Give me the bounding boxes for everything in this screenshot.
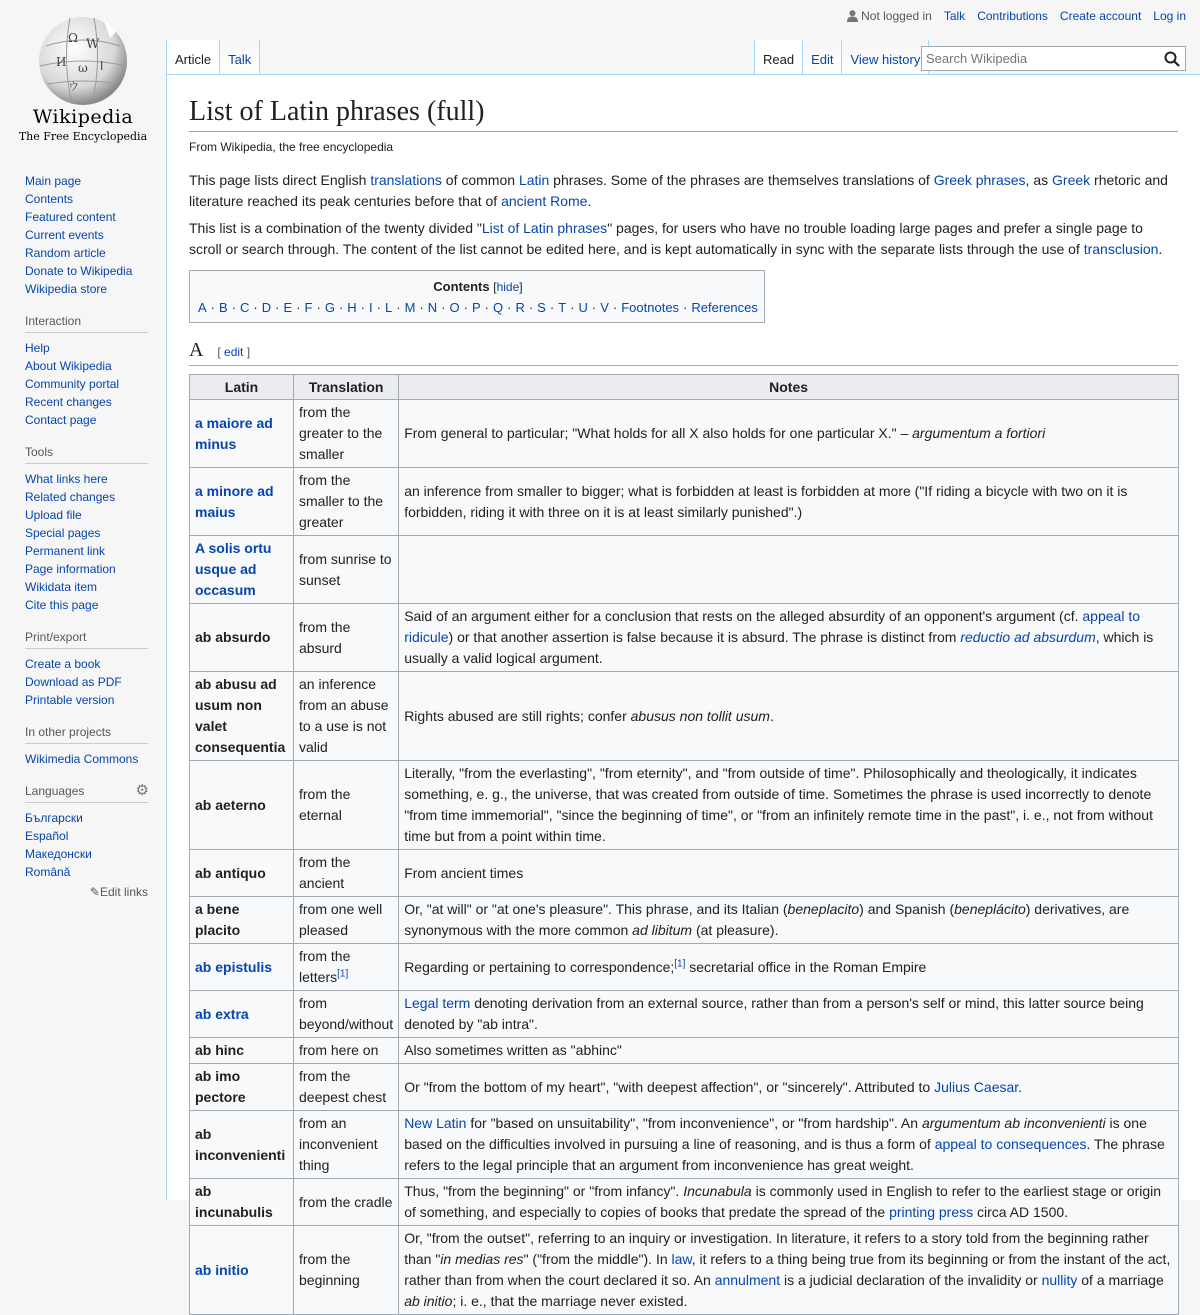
cell-notes: Rights abused are still rights; confer abusus non tollit usum.: [399, 672, 1179, 761]
section-edit-link[interactable]: edit: [224, 345, 244, 359]
toc-separator: ·: [528, 300, 534, 315]
toc-item[interactable]: V: [600, 300, 609, 315]
svg-text:W: W: [86, 37, 100, 52]
cell-latin: [190, 761, 294, 850]
sidebar-interaction-item: [25, 357, 148, 375]
toc-item[interactable]: A: [198, 300, 207, 315]
sidebar-print-item: [25, 655, 148, 673]
toc-heading: Contents: [433, 279, 490, 294]
sidebar-tools-link[interactable]: Upload file: [25, 508, 82, 522]
sidebar-language-item: [25, 827, 148, 845]
toc-separator: ·: [683, 300, 688, 315]
toc-item[interactable]: U: [578, 300, 588, 315]
cell-translation: [294, 536, 399, 604]
notes-italic: abusus non tollit usum: [630, 707, 770, 724]
create-account-link[interactable]: Create account: [1059, 9, 1142, 23]
sidebar-tools-item: [25, 542, 148, 560]
table-row: [190, 1111, 1179, 1179]
toc-item[interactable]: B: [219, 300, 228, 315]
sidebar-nav-link[interactable]: Main page: [25, 174, 82, 188]
tab-article-label: Article: [175, 52, 212, 67]
table-row: [190, 672, 1179, 761]
table-header-row: [190, 375, 1179, 400]
tab-talk[interactable]: [220, 40, 260, 74]
latin-text: ab imo pectore: [195, 1068, 246, 1105]
svg-text:ا: ا: [100, 59, 104, 73]
cell-translation: [294, 991, 399, 1038]
translation-text: from an inconvenient thing: [299, 1115, 378, 1173]
sidebar-print-link[interactable]: Download as PDF: [25, 675, 122, 689]
toc-separator: ·: [376, 300, 381, 315]
sidebar-nav-link[interactable]: Random article: [25, 246, 106, 260]
svg-text:ω: ω: [78, 61, 88, 75]
notes-link-italic: reductio ad absurdum: [960, 629, 1096, 645]
toc-item[interactable]: References: [691, 300, 758, 315]
column-header-translation[interactable]: Translation: [294, 375, 399, 400]
translation-text: from sunrise to sunset: [299, 550, 392, 588]
table-row: [190, 850, 1179, 897]
not-logged-in-label: Not logged in: [861, 9, 932, 23]
cell-notes: Or "from the bottom of my heart", "with deepest affection", or "sincerely". Attributed to Julius Caesar.: [399, 1064, 1179, 1111]
cell-latin: [190, 1179, 294, 1226]
translation-text: from here on: [299, 1042, 379, 1058]
sidebar-language-link[interactable]: Македонски: [25, 847, 92, 861]
sidebar-tools-link[interactable]: Permanent link: [25, 544, 106, 558]
cell-translation: [294, 761, 399, 850]
toc-item[interactable]: F: [304, 300, 313, 315]
sidebar-tools-item: [25, 470, 148, 488]
cell-notes: Literally, "from the everlasting", "from eternity", and "from outside of time". Philosophically and theologically, it indicates something, e. g., the universe, that was created from outside of time. Sometimes the phrase is used incorrectly to denote "from time immemorial", "since the beginning of time", or "from an infinitely remote time in the past", i. e., not from without time but from a point within time.: [399, 761, 1179, 850]
sidebar-heading-print: Print/export: [25, 630, 148, 649]
toc-item[interactable]: S: [537, 300, 546, 315]
tab-view-history[interactable]: [842, 40, 929, 74]
tab-edit-label: Edit: [811, 52, 834, 67]
cell-latin: [190, 1064, 294, 1111]
notes-link[interactable]: law: [671, 1251, 692, 1267]
notes-italic: argumentum a fortiori: [912, 425, 1046, 441]
translation-text: an inference from an abuse to a use is not valid: [299, 676, 389, 755]
sidebar-nav-item: [25, 244, 148, 262]
cell-translation: [294, 1111, 399, 1179]
not-logged-in: [847, 9, 932, 23]
intro-paragraph-1: This page lists direct English translations of common Latin phrases. Some of the phrases are themselves translations of Greek phrases, as Greek rhetoric and literature reached its peak centuries before that of ancient Rome.: [189, 172, 1168, 209]
cell-notes: an inference from smaller to bigger; what is forbidden at least is forbidden at more ("If riding a bicycle with two on it is forbidden, riding it with three on it is at least similarly punished".): [399, 468, 1179, 536]
cell-latin: [190, 850, 294, 897]
logo-wordmark: Wikipedia: [32, 106, 134, 128]
sidebar-tools-item: [25, 560, 148, 578]
user-icon: [847, 10, 858, 22]
sidebar-language-link[interactable]: Български: [25, 811, 83, 825]
notes-italic: ad libitum: [632, 922, 693, 938]
latin-phrases-table: [189, 374, 1179, 1315]
sidebar-tools-link[interactable]: Related changes: [25, 490, 116, 504]
sidebar-nav-link[interactable]: Wikipedia store: [25, 282, 108, 296]
sidebar-nav-item: [25, 280, 148, 298]
cell-latin: [190, 536, 294, 604]
inline-link[interactable]: Greek phrases: [933, 172, 1026, 188]
notes-italic: ab initio: [404, 1293, 453, 1309]
wikipedia-globe-icon: [34, 12, 132, 108]
sidebar-nav-item: [25, 172, 148, 190]
sidebar-tools-item: [25, 506, 148, 524]
sidebar-nav-item: [25, 208, 148, 226]
sidebar-interaction-link[interactable]: Help: [25, 341, 50, 355]
sidebar-tools-link[interactable]: Special pages: [25, 526, 101, 540]
tab-article[interactable]: [166, 40, 220, 74]
latin-link[interactable]: A solis ortu usque ad occasum: [195, 540, 272, 598]
sidebar-interaction-item: [25, 339, 148, 357]
sidebar-print-link[interactable]: Create a book: [25, 657, 101, 671]
toc-item[interactable]: N: [427, 300, 438, 315]
table-row: [190, 1179, 1179, 1226]
notes-italic: argumentum ab inconvenienti: [921, 1115, 1106, 1131]
sidebar-tools-item: [25, 488, 148, 506]
sidebar-nav-link[interactable]: Current events: [25, 228, 104, 242]
languages-label: Languages: [25, 784, 85, 798]
tab-edit[interactable]: [803, 40, 842, 74]
log-in-link[interactable]: Log in: [1153, 9, 1186, 23]
toc-item[interactable]: I: [369, 300, 373, 315]
toc-item[interactable]: T: [558, 300, 567, 315]
toc-item[interactable]: C: [240, 300, 250, 315]
tab-talk-label: Talk: [228, 52, 252, 67]
inline-link[interactable]: List of Latin phrases: [481, 220, 608, 236]
personal-tools: [847, 9, 1186, 23]
toc-separator: ·: [441, 300, 446, 315]
cell-notes: Thus, "from the beginning" or "from infancy". Incunabula is commonly used in English to refer to the earliest stage or origin of something, and especially to copies of books that predate the spread of the printing press circa AD 1500.: [399, 1179, 1179, 1226]
sidebar-tools-item: [25, 524, 148, 542]
sidebar-tools-link[interactable]: Cite this page: [25, 598, 99, 612]
table-row: [190, 991, 1179, 1038]
inline-link[interactable]: transclusion: [1083, 241, 1159, 257]
namespace-tabs: [166, 40, 260, 74]
site-subtitle: From Wikipedia, the free encyclopedia: [189, 140, 394, 154]
latin-text: ab abusu ad usum non valet consequentia: [195, 676, 286, 755]
sidebar-nav-link[interactable]: Featured content: [25, 210, 116, 224]
toc-item[interactable]: M: [404, 300, 416, 315]
translation-text: from the letters: [299, 948, 351, 985]
sidebar-projects-item: [25, 750, 148, 768]
sidebar-interaction-link[interactable]: Recent changes: [25, 395, 112, 409]
toc-separator: ·: [484, 300, 489, 315]
edit-links-label: Edit links: [99, 885, 148, 899]
toc-item[interactable]: Footnotes: [621, 300, 680, 315]
sidebar-projects-link[interactable]: Wikimedia Commons: [25, 752, 139, 766]
inline-link[interactable]: Latin: [518, 172, 550, 188]
table-row: [190, 1226, 1179, 1315]
cell-latin: [190, 672, 294, 761]
tab-read-label: Read: [763, 52, 795, 67]
sidebar-interaction-link[interactable]: Contact page: [25, 413, 97, 427]
toc-separator: ·: [316, 300, 321, 315]
notes-link[interactable]: appeal to ridicule: [404, 608, 1140, 645]
sidebar-nav-item: [25, 190, 148, 208]
svg-text:И: И: [56, 55, 67, 69]
toc-separator: ·: [570, 300, 575, 315]
cell-latin: [190, 1111, 294, 1179]
logo-tagline: The Free Encyclopedia: [18, 130, 148, 143]
notes-link[interactable]: [960, 629, 1095, 645]
latin-text: ab antiquo: [195, 864, 266, 881]
toc-separator: ·: [360, 300, 366, 315]
cell-latin: [190, 897, 294, 944]
sidebar-interaction-link[interactable]: About Wikipedia: [25, 359, 112, 373]
tab-read[interactable]: [754, 40, 803, 74]
svg-text:ウ: ウ: [68, 80, 79, 93]
table-row: [190, 604, 1179, 672]
gear-icon[interactable]: ⚙: [135, 782, 149, 799]
edit-links[interactable]: [25, 885, 148, 899]
cell-latin: [190, 1038, 294, 1064]
cell-translation: [294, 944, 399, 991]
sidebar-interaction: [25, 314, 148, 429]
inline-link[interactable]: Greek: [1052, 172, 1091, 188]
notes-italic: Incunabula: [683, 1183, 752, 1199]
sidebar-tools-item: [25, 578, 148, 596]
sidebar-print-item: [25, 673, 148, 691]
cell-translation: [294, 400, 399, 468]
sidebar-interaction-item: [25, 375, 148, 393]
latin-text: ab aeterno: [195, 796, 266, 813]
sidebar-tools-link[interactable]: Page information: [25, 562, 116, 576]
sidebar-language-item: [25, 809, 148, 827]
sidebar-language-item: [25, 863, 148, 881]
cell-notes: Said of an argument either for a conclusion that rests on the alleged absurdity of an opponent's argument (cf. appeal to ridicule) or that another assertion is false because it is absurd. The phrase is distinct from reductio ad absurdum, which is usually a valid logical argument.: [399, 604, 1179, 672]
cell-notes: Legal term denoting derivation from an external source, rather than from a person's self or mind, this latter source being denoted by "ab intra".: [399, 991, 1179, 1038]
sidebar-nav-link[interactable]: Contents: [25, 192, 74, 206]
latin-link[interactable]: ab extra: [195, 1005, 249, 1022]
toc-separator: ·: [231, 300, 237, 315]
section-title: A: [189, 339, 203, 361]
table-row: [190, 400, 1179, 468]
toc-separator: ·: [275, 300, 280, 315]
toc-separator: ·: [507, 300, 512, 315]
inline-link[interactable]: ancient Rome: [501, 193, 588, 209]
translation-text: from the greater to the smaller: [299, 404, 383, 462]
translation-text: from the eternal: [299, 786, 351, 823]
cell-notes: New Latin for "based on unsuitability", "from inconvenience", or "from hardship". An argumentum ab inconvenienti is one based on the difficulties involved in pursuing a line of reasoning, and is thus a form of appeal to consequences. The phrase refers to the legal principle that an argument from inconvenience has great weight.: [399, 1111, 1179, 1179]
latin-text: ab incunabulis: [195, 1183, 273, 1220]
notes-italic: in medias res: [440, 1251, 524, 1267]
latin-text: ab hinc: [195, 1042, 245, 1058]
cell-latin: [190, 400, 294, 468]
column-header-latin[interactable]: Latin: [190, 375, 294, 400]
sidebar-tools-item: [25, 596, 148, 614]
toc-separator: ·: [463, 300, 468, 315]
view-tabs: [754, 40, 929, 74]
search-input[interactable]: [922, 47, 1152, 69]
toc-item[interactable]: L: [384, 300, 393, 315]
cell-translation: [294, 1179, 399, 1226]
toc-separator: ·: [612, 300, 618, 315]
footnote-link[interactable]: [1]: [337, 968, 349, 980]
cell-notes: Or, "from the outset", referring to an inquiry or investigation. In literature, it refers to a story told from the beginning rather than "in medias res" ("from the middle"). In law, it refers to a thing being true from its beginning or from the instant of the act, rather than from when the court declared it so. An annulment is a judicial declaration of the invalidity or nullity of a marriage ab initio; i. e., that the marriage never existed.: [399, 1226, 1179, 1315]
sidebar-nav-item: [25, 262, 148, 280]
tab-history-label: View history: [850, 52, 921, 67]
toc-hide-link[interactable]: hide: [496, 280, 520, 294]
talk-link[interactable]: Talk: [943, 9, 966, 23]
section-edit: [ edit ]: [217, 345, 251, 359]
cell-latin: [190, 944, 294, 991]
notes-italic: beneplácito: [954, 901, 1026, 917]
translation-text: from the ancient: [299, 854, 351, 891]
toc-item[interactable]: H: [347, 300, 357, 315]
translation-text: from the smaller to the greater: [299, 472, 384, 530]
cell-latin: [190, 468, 294, 536]
cell-translation: [294, 897, 399, 944]
sidebar: [0, 170, 166, 915]
sidebar-interaction-link[interactable]: Community portal: [25, 377, 120, 391]
sidebar-tools-link[interactable]: What links here: [25, 472, 108, 486]
toc-separator: ·: [396, 300, 401, 315]
translation-text: from the beginning: [299, 1251, 360, 1288]
toc-separator: ·: [253, 300, 258, 315]
toc-items: [198, 300, 758, 315]
cell-translation: [294, 468, 399, 536]
cell-notes: From ancient times: [399, 850, 1179, 897]
table-row: [190, 761, 1179, 850]
sidebar-heading-tools: Tools: [25, 445, 148, 464]
table-row: [190, 897, 1179, 944]
table-row: [190, 536, 1179, 604]
notes-italic: beneplacito: [787, 901, 860, 917]
cell-notes: From general to particular; "What holds for all X also holds for one particular X." – argumentum a fortiori: [399, 400, 1179, 468]
translation-text: from one well pleased: [299, 901, 383, 938]
sidebar-language-link[interactable]: Español: [25, 829, 69, 843]
sidebar-tools-link[interactable]: Wikidata item: [25, 580, 98, 594]
notes-link[interactable]: appeal to consequences: [934, 1136, 1087, 1152]
table-row: [190, 944, 1179, 991]
translation-text: from the deepest chest: [299, 1068, 387, 1105]
section-heading-a: [189, 339, 1178, 366]
translation-text: from beyond/without: [299, 995, 394, 1032]
footnote-ref[interactable]: [337, 968, 348, 979]
contributions-link[interactable]: Contributions: [977, 9, 1048, 23]
toc-separator: ·: [549, 300, 555, 315]
sidebar-tools: [25, 445, 148, 614]
table-row: [190, 1038, 1179, 1064]
translation-text: from the cradle: [299, 1193, 393, 1210]
notes-link[interactable]: nullity: [1041, 1272, 1078, 1288]
notes-link[interactable]: annulment: [714, 1272, 781, 1288]
table-row: [190, 468, 1179, 536]
sidebar-print: [25, 630, 148, 709]
sidebar-projects: [25, 725, 148, 768]
toc-item[interactable]: P: [471, 300, 481, 315]
toc-item[interactable]: G: [324, 300, 335, 315]
toc-separator: ·: [338, 300, 344, 315]
cell-notes: Or, "at will" or "at one's pleasure". This phrase, and its Italian (beneplacito) and Spanish (beneplácito) derivatives, are synonymous with the more common ad libitum (at pleasure).: [399, 897, 1179, 944]
cell-translation: [294, 604, 399, 672]
table-of-contents: [189, 270, 765, 323]
search-icon[interactable]: [1163, 50, 1181, 68]
pencil-icon: ✎: [89, 885, 100, 899]
cell-latin: [190, 604, 294, 672]
latin-text: ab absurdo: [195, 629, 271, 645]
sidebar-heading-projects: In other projects: [25, 725, 148, 744]
latin-link[interactable]: ab initio: [195, 1261, 249, 1278]
toc-separator: ·: [591, 300, 597, 315]
latin-link[interactable]: a maiore ad minus: [195, 414, 273, 452]
column-header-notes[interactable]: Notes: [399, 375, 1179, 400]
notes-link[interactable]: printing press: [889, 1204, 974, 1220]
cell-notes: Also sometimes written as "abhinc": [399, 1038, 1179, 1064]
page-title: List of Latin phrases (full): [189, 95, 1178, 132]
wikipedia-logo[interactable]: [0, 0, 166, 160]
cell-notes: [399, 536, 1179, 604]
toc-hide: [hide]: [493, 280, 523, 294]
latin-text: a bene placito: [195, 901, 241, 938]
toc-item[interactable]: E: [283, 300, 293, 315]
toc-item[interactable]: D: [261, 300, 272, 315]
toc-item[interactable]: Q: [492, 300, 504, 315]
latin-link[interactable]: ab epistulis: [195, 958, 273, 975]
cell-translation: [294, 672, 399, 761]
svg-text:Ω: Ω: [68, 31, 78, 45]
search-box: [921, 46, 1186, 71]
sidebar-print-item: [25, 691, 148, 709]
toc-item[interactable]: O: [449, 300, 460, 315]
cell-translation: [294, 1226, 399, 1315]
latin-text: ab inconvenienti: [195, 1125, 286, 1163]
cell-latin: [190, 991, 294, 1038]
sidebar-print-link[interactable]: Printable version: [25, 693, 115, 707]
toc-title: [198, 279, 758, 294]
intro-paragraph-2: This list is a combination of the twenty divided "List of Latin phrases" pages, for users who have no trouble loading large pages and prefer a single page to scroll or search through. The content of the list cannot be edited here, and is kept automatically in sync with the separate lists through the use of transclusion.: [189, 220, 1163, 257]
notes-link[interactable]: New Latin: [404, 1115, 467, 1131]
cell-translation: [294, 1064, 399, 1111]
latin-link[interactable]: a minore ad maius: [195, 482, 274, 520]
toc-item[interactable]: R: [515, 300, 525, 315]
sidebar-language-item: [25, 845, 148, 863]
sidebar-language-link[interactable]: Română: [25, 865, 71, 879]
sidebar-heading-interaction: Interaction: [25, 314, 148, 333]
notes-link[interactable]: Legal term: [404, 995, 471, 1011]
sidebar-nav-item: [25, 226, 148, 244]
sidebar-nav-link[interactable]: Donate to Wikipedia: [25, 264, 133, 278]
main-content: [166, 74, 1200, 1309]
translation-text: from the absurd: [299, 618, 351, 656]
sidebar-interaction-item: [25, 393, 148, 411]
toc-separator: ·: [296, 300, 301, 315]
notes-link[interactable]: Julius Caesar: [934, 1078, 1019, 1095]
sidebar-languages: [25, 784, 148, 899]
sidebar-interaction-item: [25, 411, 148, 429]
toc-separator: ·: [419, 300, 424, 315]
footnote-link[interactable]: [1]: [674, 957, 686, 969]
cell-translation: [294, 850, 399, 897]
toc-separator: ·: [210, 300, 216, 315]
cell-latin: [190, 1226, 294, 1315]
sidebar-heading-languages: [25, 784, 148, 803]
cell-translation: [294, 1038, 399, 1064]
inline-link[interactable]: translations: [370, 172, 442, 188]
footnote-ref[interactable]: [674, 958, 685, 969]
table-row: [190, 1064, 1179, 1111]
sidebar-navigation: [25, 172, 148, 298]
cell-notes: Regarding or pertaining to correspondence;[1] secretarial office in the Roman Empire: [399, 944, 1179, 991]
